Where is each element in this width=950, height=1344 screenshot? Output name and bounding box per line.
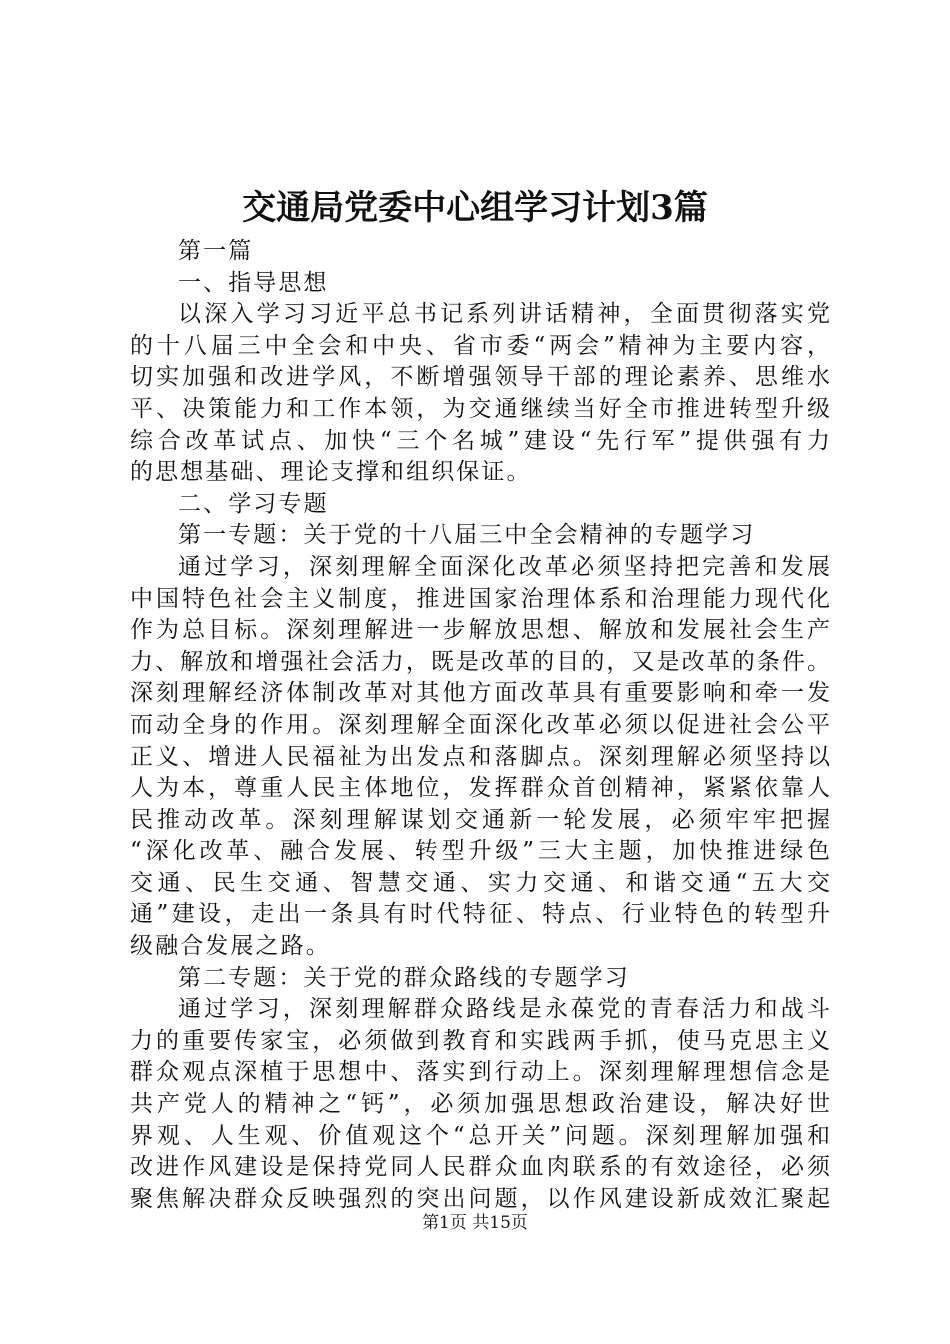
body-line: 级融合发展之路。	[130, 933, 331, 960]
body-line: 二、学习专题	[178, 490, 329, 517]
body-line: 交通、民生交通、智慧交通、实力交通、和谐交通“五大交	[130, 869, 830, 896]
body-line: 共产党人的精神之“钙”，必须加强思想政治建设，解决好世	[130, 1091, 830, 1118]
body-line: 正义、增进人民福祉为出发点和落脚点。深刻理解必须坚持以	[130, 743, 830, 770]
body-line: 群众观点深植于思想中、落实到行动上。深刻理解理想信念是	[130, 1059, 830, 1086]
body-line: 聚焦解决群众反映强烈的突出问题，以作风建设新成效汇聚起	[130, 1185, 830, 1212]
body-line: 的思想基础、理论支撑和组织保证。	[130, 459, 532, 486]
body-line: 综合改革试点、加快“三个名城”建设“先行军”提供强有力	[130, 427, 830, 454]
body-line: 界观、人生观、价值观这个“总开关”问题。深刻理解加强和	[130, 1122, 830, 1149]
document-body	[130, 236, 830, 1215]
body-line: 通过学习，深刻理解群众路线是永葆党的青春活力和战斗	[178, 996, 830, 1023]
body-line: 一、指导思想	[178, 269, 329, 296]
body-line: 平、决策能力和工作本领，为交通继续当好全市推进转型升级	[130, 395, 830, 422]
body-line: 第一专题：关于党的十八届三中全会精神的专题学习	[178, 522, 756, 549]
body-line: 切实加强和改进学风，不断增强领导干部的理论素养、思维水	[130, 364, 830, 391]
body-line: 的十八届三中全会和中央、省市委“两会”精神为主要内容，	[130, 332, 830, 359]
body-line: 民推动改革。深刻理解谋划交通新一轮发展，必须牢牢把握	[130, 806, 830, 833]
document-title: 交通局党委中心组学习计划3篇	[242, 188, 708, 228]
page-footer: 第1页 共15页	[422, 1213, 528, 1233]
body-line: 深刻理解经济体制改革对其他方面改革具有重要影响和牵一发	[130, 680, 830, 707]
body-line: 中国特色社会主义制度，推进国家治理体系和治理能力现代化	[130, 585, 830, 612]
body-line: 第一篇	[178, 238, 254, 264]
body-line: 力的重要传家宝，必须做到教育和实践两手抓，使马克思主义	[130, 1027, 830, 1054]
body-line: 力、解放和增强社会活力，既是改革的目的，又是改革的条件。	[130, 648, 830, 675]
body-line: “深化改革、融合发展、转型升级”三大主题，加快推进绿色	[130, 838, 830, 865]
body-line: 以深入学习习近平总书记系列讲话精神，全面贯彻落实党	[178, 301, 830, 328]
body-line: 而动全身的作用。深刻理解全面深化改革必须以促进社会公平	[130, 711, 830, 738]
body-line: 通过学习，深刻理解全面深化改革必须坚持把完善和发展	[178, 553, 830, 580]
body-line: 改进作风建设是保持党同人民群众血肉联系的有效途径，必须	[130, 1154, 830, 1181]
body-line: 作为总目标。深刻理解进一步解放思想、解放和发展社会生产	[130, 617, 830, 644]
body-line: 通”建设，走出一条具有时代特征、特点、行业特色的转型升	[130, 901, 830, 928]
body-line: 第二专题：关于党的群众路线的专题学习	[178, 964, 630, 991]
body-line: 人为本，尊重人民主体地位，发挥群众首创精神，紧紧依靠人	[130, 775, 830, 802]
